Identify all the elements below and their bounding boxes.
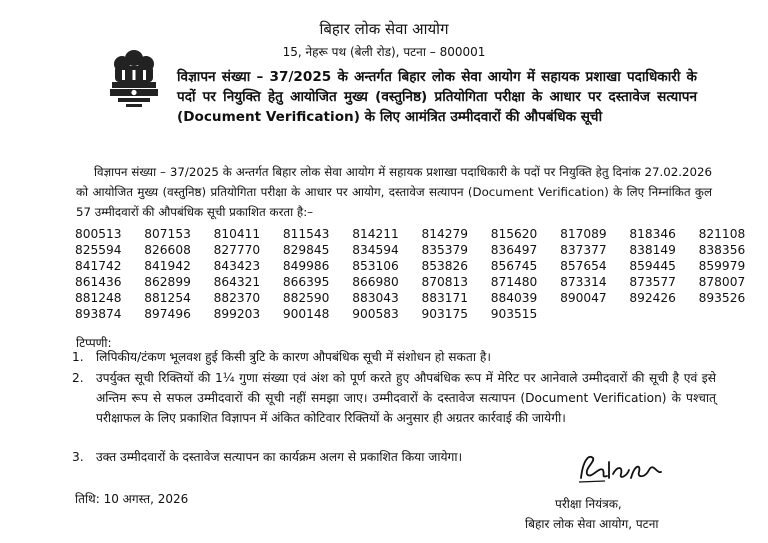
notes-title: टिप्पणी:	[76, 336, 112, 350]
roll-number: 835379	[421, 242, 469, 257]
notice-date: तिथि: 10 अगस्त, 2026	[75, 492, 189, 506]
roll-number: 814211	[352, 227, 399, 241]
roll-number: 900148	[282, 306, 330, 321]
roll-number: 890047	[560, 290, 607, 305]
roll-number: 814279	[421, 227, 469, 241]
roll-number: 853826	[421, 258, 469, 273]
roll-number: 810411	[213, 227, 261, 241]
roll-number: 853106	[352, 258, 399, 273]
roll-number: 837377	[560, 242, 607, 257]
roll-number: 870813	[421, 274, 469, 289]
roll-number: 900583	[352, 306, 399, 321]
intro-text: विज्ञापन संख्या – 37/2025 के अन्तर्गत बिहार लोक सेवा आयोग में सहायक प्रशाखा पदाधिकारी के पदों पर नियुक्ति हेतु दिनांक 27.02.2026 को आयोजित मुख्य (वस्तुनिष्ठ) प्रतियोगिता परीक्षा के आधार पर आयोग, दस्तावेज सत्यापन (Document Verification) के लिए निम्नांकित कुल 57 उम्मीदवारों की औपबंधिक सूची प्रकाशित करता है:–	[76, 165, 712, 219]
roll-number: 826608	[144, 242, 191, 257]
roll-number: 841942	[144, 258, 191, 273]
roll-number: 825594	[75, 242, 122, 257]
roll-number: 903515	[490, 306, 538, 321]
roll-number: 841742	[75, 258, 122, 273]
note-text: उपर्युक्त सूची रिक्तियों की 1¼ गुणा संख्या एवं अंश को पूर्ण करते हुए औपबंधिक रूप में मेरिट पर आनेवाले उम्मीदवारों की सूची है एवं इसे अन्तिम रूप से सफल उम्मीदवारों की सूची नहीं समझा जाए। उम्मीदवारों के दस्तावेज सत्यापन (Document Verification) के पश्चात् परीक्षाफल के लिए प्रकाशित विज्ञापन में अंकित कोटिवार रिक्तियों के अनुसार ही अग्रतर कार्रवाई की जायेगी।	[96, 371, 716, 425]
roll-number: 866980	[352, 274, 399, 289]
roll-number: 873314	[560, 274, 607, 289]
roll-number: 859979	[698, 258, 746, 273]
roll-number: 815620	[490, 227, 538, 241]
roll-number: 882590	[282, 290, 330, 305]
commission-title: बिहार लोक सेवा आयोग	[319, 20, 449, 38]
roll-number: 857654	[560, 258, 607, 273]
note-text: उक्त उम्मीदवारों के दस्तावेज सत्यापन का कार्यक्रम अलग से प्रकाशित किया जायेगा।	[96, 450, 463, 464]
roll-number: 893526	[698, 290, 746, 305]
roll-number: 866395	[282, 274, 330, 289]
roll-number: 881254	[144, 290, 191, 305]
roll-number: 836497	[490, 242, 538, 257]
controller-signature	[575, 448, 665, 488]
intro-paragraph	[76, 162, 712, 222]
roll-number: 892426	[629, 290, 676, 305]
roll-number-row	[75, 227, 768, 243]
roll-number: 821108	[698, 227, 746, 241]
roll-number: 849986	[282, 258, 330, 273]
roll-number: 800513	[75, 227, 122, 241]
roll-number: 827770	[213, 242, 261, 257]
roll-number: 856745	[490, 258, 538, 273]
roll-number: 818346	[629, 227, 676, 241]
roll-number: 883171	[421, 290, 469, 305]
roll-number: 883043	[352, 290, 399, 305]
roll-number: 859445	[629, 258, 676, 273]
roll-number-row	[75, 275, 768, 291]
roll-number: 871480	[490, 274, 538, 289]
roll-number: 829845	[282, 242, 330, 257]
note-number: 3.	[72, 450, 84, 464]
controller-organisation: बिहार लोक सेवा आयोग, पटना	[525, 517, 659, 531]
roll-number: 864321	[213, 274, 261, 289]
roll-number: 834594	[352, 242, 399, 257]
roll-number: 882370	[213, 290, 261, 305]
controller-designation: परीक्षा नियंत्रक,	[555, 497, 622, 511]
roll-number-row	[75, 259, 768, 275]
roll-number-row	[75, 243, 768, 259]
roll-number: 862899	[144, 274, 191, 289]
roll-number: 884039	[490, 290, 538, 305]
roll-number: 843423	[213, 258, 261, 273]
roll-number: 838356	[698, 242, 746, 257]
roll-number: 899203	[213, 306, 261, 321]
roll-number: 817089	[560, 227, 607, 241]
note-text: लिपिकीय/टंकण भूलवश हुई किसी त्रुटि के कारण औपबंधिक सूची में संशोधन हो सकता है।	[96, 350, 491, 364]
roll-number: 838149	[629, 242, 676, 257]
roll-number: 878007	[698, 274, 746, 289]
notice-heading: विज्ञापन संख्या – 37/2025 के अन्तर्गत बिहार लोक सेवा आयोग में सहायक प्रशाखा पदाधिकारी के पदों पर नियुक्ति हेतु आयोजित मुख्य (वस्तुनिष्ठ) प्रतियोगिता परीक्षा के आधार पर दस्तावेज सत्यापन (Document Verification) के लिए आमंत्रित उम्मीदवारों की औपबंधिक सूची	[177, 69, 697, 125]
roll-number: 897496	[144, 306, 191, 321]
roll-number: 873577	[629, 274, 676, 289]
note-number: 2.	[72, 371, 84, 385]
roll-number: 903175	[421, 306, 469, 321]
commission-address: 15, नेहरू पथ (बेली रोड), पटना – 800001	[282, 45, 486, 59]
roll-number: 893874	[75, 306, 122, 321]
roll-number: 807153	[144, 227, 191, 241]
roll-number-grid	[75, 227, 768, 322]
roll-number: 861436	[75, 274, 122, 289]
note-number: 1.	[72, 350, 84, 364]
roll-number: 811543	[282, 227, 330, 241]
roll-number-row	[75, 291, 768, 307]
roll-number: 881248	[75, 290, 122, 305]
roll-number-row	[75, 307, 768, 323]
